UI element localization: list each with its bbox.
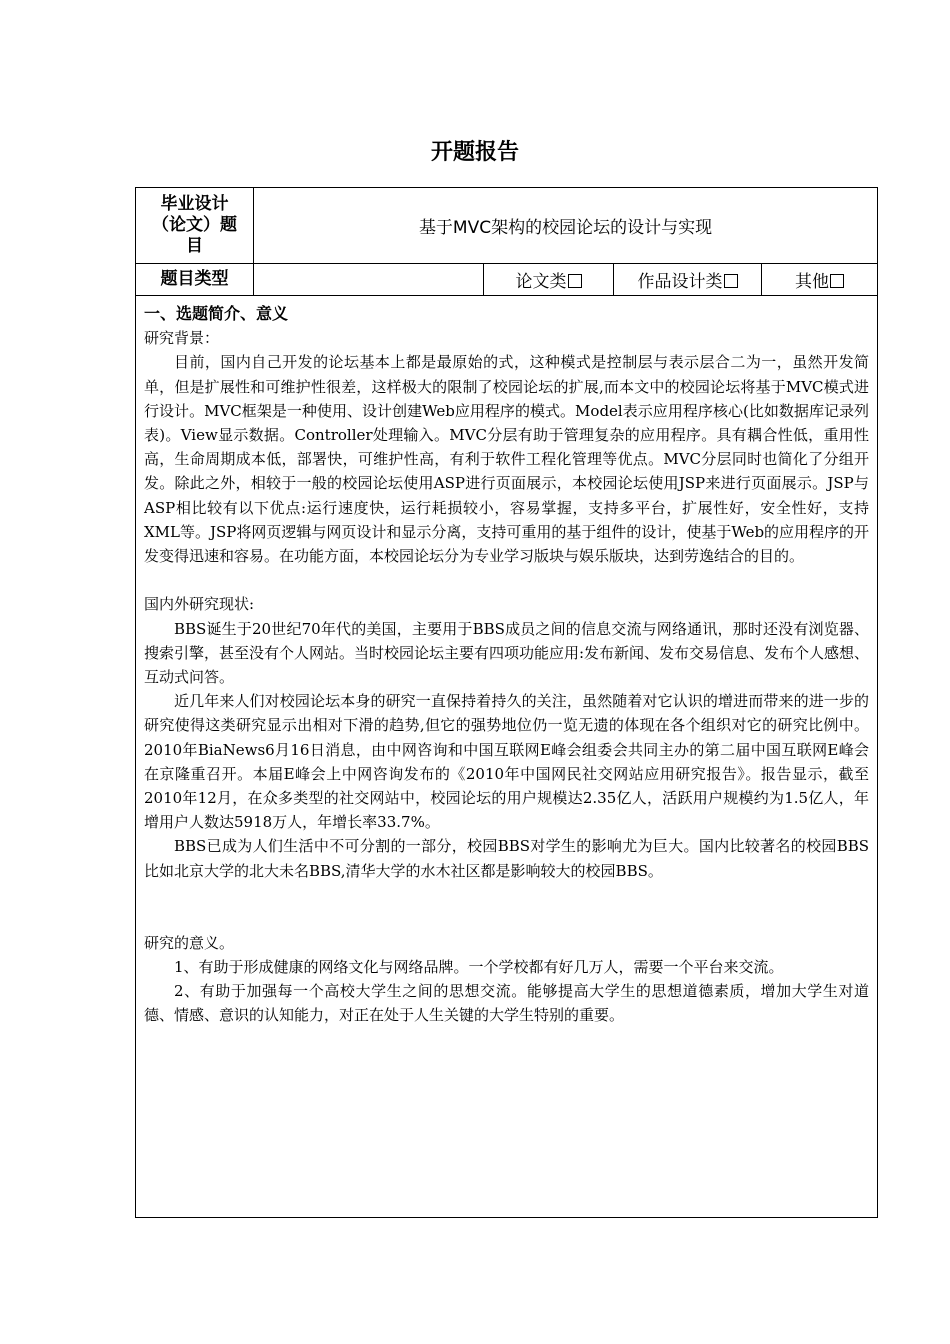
spacer: [144, 568, 869, 592]
type-blank-cell: [254, 264, 484, 296]
status-heading: 国内外研究现状:: [144, 595, 255, 614]
background-paragraph: 目前，国内自己开发的论坛基本上都是最原始的式，这种模式是控制层与表示层合二为一，虽然开发简单，但是扩展性和可维护性很差，这样极大的限制了校园论坛的扩展,而本文中的校园论坛将基于MVC模式进行设计。MVC框架是一种使用、设计创建Web应用程序的模式。Model表示应用程序核心(比如数据库记录列表)。View显示数据。Controller处理输入。MVC分层有助于管理复杂的应用程序。具有耦合性低，重用性高，生命周期成本低，部署快，可维护性高，有利于软件工程化管理等优点。MVC分层同时也简化了分组开发。除此之外，相较于一般的校园论坛使用ASP进行页面展示，本校园论坛使用JSP来进行页面展示。JSP与ASP相比较有以下优点:运行速度快，运行耗损较小，容易掌握，支持多平台，扩展性好，安全性好，支持XML等。JSP将网页逻辑与网页设计和显示分离，支持可重用的基于组件的设计，使基于Web的应用程序的开发变得迅速和容易。在功能方面，本校园论坛分为专业学习版块与娱乐版块，达到劳逸结合的目的。: [144, 353, 870, 566]
background-heading: 研究背景：: [144, 329, 220, 348]
topic-value: 基于MVC架构的校园论坛的设计与实现: [418, 218, 713, 238]
spacer: [144, 883, 869, 931]
type-option-label: 其他: [795, 272, 830, 292]
type-option-design[interactable]: [614, 264, 762, 296]
topic-label-line: 目: [186, 236, 203, 256]
topic-label-line: （论文）题: [152, 215, 237, 235]
checkbox-icon[interactable]: [724, 274, 738, 288]
content-row: [136, 296, 878, 1218]
status-paragraph: BBS已成为人们生活中不可分割的一部分，校园BBS对学生的影响尤为巨大。国内比较著名的校园BBS比如北京大学的北大未名BBS,清华大学的水木社区都是影响较大的校园BBS。: [144, 837, 870, 880]
topic-row: [136, 188, 878, 264]
significance-heading: 研究的意义。: [144, 933, 235, 952]
checkbox-icon[interactable]: [830, 274, 844, 288]
topic-label-cell: [136, 188, 254, 264]
type-row: [136, 264, 878, 296]
significance-item: 2、有助于加强每一个高校大学生之间的思想交流。能够提高大学生的思想道德素质，增加大学生对道德、情感、意识的认知能力，对正在处于人生关键的大学生特别的重要。: [144, 982, 870, 1025]
page-title: 开题报告: [430, 140, 519, 165]
type-label: 题目类型: [136, 264, 254, 296]
content-body: [144, 302, 869, 1028]
checkbox-icon[interactable]: [568, 274, 582, 288]
topic-value-cell: [254, 188, 878, 264]
section-heading: 一、选题简介、意义: [144, 304, 289, 323]
topic-label-line: 毕业设计: [160, 194, 229, 214]
type-option-label: 论文类: [515, 272, 567, 292]
type-option-label: 作品设计类: [637, 272, 723, 292]
content-cell: [136, 296, 878, 1218]
type-option-other[interactable]: [762, 264, 878, 296]
type-option-thesis[interactable]: [484, 264, 614, 296]
status-paragraph: 近几年来人们对校园论坛本身的研究一直保持着持久的关注，虽然随着对它认识的增进而带来的进一步的研究使得这类研究显示出相对下滑的趋势,但它的强势地位仍一览无遗的体现在各个组织对它的研究比例中。2010年BiaNews6月16日消息，由中网咨询和中国互联网E峰会组委会共同主办的第二届中国互联网E峰会在京隆重召开。本届E峰会上中网咨询发布的《2010年中国网民社交网站应用研究报告》。报告显示，截至2010年12月，在众多类型的社交网站中，校园论坛的用户规模达2.35亿人，活跃用户规模约为1.5亿人，年增用户人数达5918万人，年增长率33.7%。: [144, 692, 870, 832]
significance-item: 1、有助于形成健康的网络文化与网络品牌。一个学校都有好几万人，需要一个平台来交流。: [174, 958, 784, 977]
proposal-form-table: [135, 187, 878, 1218]
status-paragraph: BBS诞生于20世纪70年代的美国，主要用于BBS成员之间的信息交流与网络通讯，那时还没有浏览器、搜索引擎，甚至没有个人网站。当时校园论坛主要有四项功能应用:发布新闻、发布交易信息、发布个人感想、互动式问答。: [144, 619, 870, 687]
